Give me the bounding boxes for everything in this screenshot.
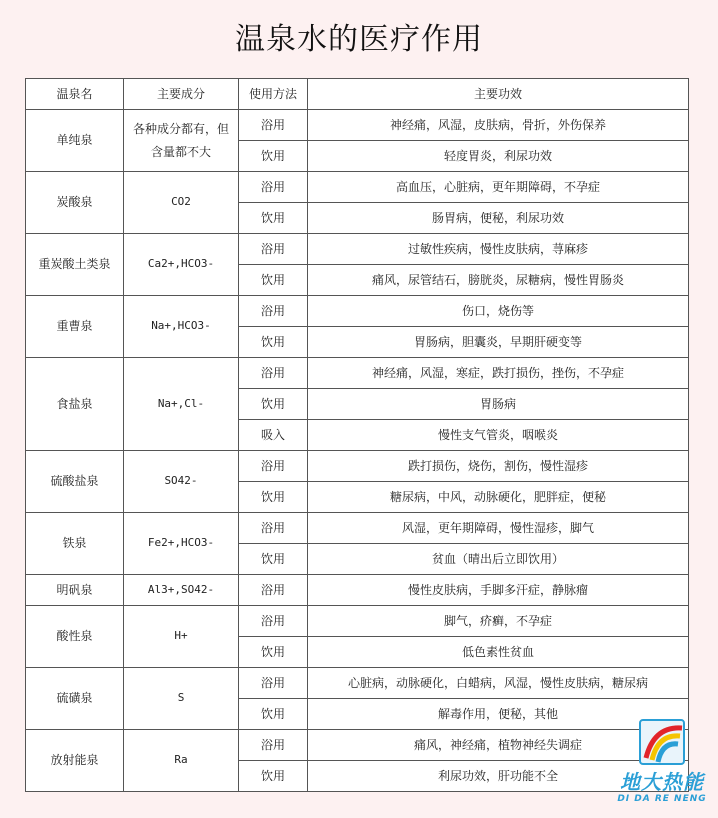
spring-name-cell: 放射能泉 xyxy=(26,730,124,792)
effect-cell: 慢性支气管炎，咽喉炎 xyxy=(308,420,689,451)
header-main-effect: 主要功效 xyxy=(308,79,689,110)
spring-name-cell: 炭酸泉 xyxy=(26,172,124,234)
effect-cell: 跌打损伤，烧伤，割伤，慢性湿疹 xyxy=(308,451,689,482)
usage-method-cell: 饮用 xyxy=(239,544,308,575)
spring-name-cell: 食盐泉 xyxy=(26,358,124,451)
usage-method-cell: 饮用 xyxy=(239,761,308,792)
usage-method-cell: 浴用 xyxy=(239,451,308,482)
component-cell: Ra xyxy=(124,730,239,792)
component-cell: CO2 xyxy=(124,172,239,234)
table-row xyxy=(26,172,689,203)
usage-method-cell: 饮用 xyxy=(239,203,308,234)
effect-cell: 神经痛，风湿，皮肤病，骨折，外伤保养 xyxy=(308,110,689,141)
usage-method-cell: 吸入 xyxy=(239,420,308,451)
usage-method-cell: 浴用 xyxy=(239,668,308,699)
usage-method-cell: 浴用 xyxy=(239,513,308,544)
usage-method-cell: 浴用 xyxy=(239,575,308,606)
effect-cell: 过敏性疾病，慢性皮肤病，荨麻疹 xyxy=(308,234,689,265)
table-row xyxy=(26,234,689,265)
component-cell: 各种成分都有，但含量都不大 xyxy=(124,110,239,172)
effect-cell: 贫血（晴出后立即饮用） xyxy=(308,544,689,575)
usage-method-cell: 浴用 xyxy=(239,172,308,203)
usage-method-cell: 饮用 xyxy=(239,699,308,730)
usage-method-cell: 饮用 xyxy=(239,637,308,668)
brand-logo-text: 地大热能 xyxy=(620,770,704,794)
effect-cell: 高血压，心脏病，更年期障碍，不孕症 xyxy=(308,172,689,203)
header-main-component: 主要成分 xyxy=(124,79,239,110)
effect-cell: 肠胃病，便秘，利尿功效 xyxy=(308,203,689,234)
spring-name-cell: 硫磺泉 xyxy=(26,668,124,730)
effect-cell: 慢性皮肤病，手脚多汗症，静脉瘤 xyxy=(308,575,689,606)
table-header-row xyxy=(26,79,689,110)
component-cell: Al3+,SO42- xyxy=(124,575,239,606)
effect-cell: 脚气，疥癣，不孕症 xyxy=(308,606,689,637)
effect-cell: 轻度胃炎，利尿功效 xyxy=(308,141,689,172)
usage-method-cell: 浴用 xyxy=(239,358,308,389)
effect-cell: 心脏病，动脉硬化，白蜡病，风湿，慢性皮肤病，糖尿病 xyxy=(308,668,689,699)
spring-name-cell: 重炭酸土类泉 xyxy=(26,234,124,296)
spring-name-cell: 重曹泉 xyxy=(26,296,124,358)
usage-method-cell: 饮用 xyxy=(239,141,308,172)
usage-method-cell: 饮用 xyxy=(239,327,308,358)
table-row xyxy=(26,451,689,482)
usage-method-cell: 浴用 xyxy=(239,110,308,141)
usage-method-cell: 饮用 xyxy=(239,265,308,296)
effect-cell: 胃肠病 xyxy=(308,389,689,420)
table-row xyxy=(26,606,689,637)
effect-cell: 胃肠病，胆囊炎，早期肝硬变等 xyxy=(308,327,689,358)
table-row xyxy=(26,358,689,389)
usage-method-cell: 浴用 xyxy=(239,730,308,761)
table-row xyxy=(26,730,689,761)
spring-name-cell: 单纯泉 xyxy=(26,110,124,172)
effect-cell: 伤口，烧伤等 xyxy=(308,296,689,327)
table-row xyxy=(26,575,689,606)
component-cell: SO42- xyxy=(124,451,239,513)
page-title: 温泉水的医疗作用 xyxy=(235,22,483,57)
component-cell: H+ xyxy=(124,606,239,668)
effect-cell: 糖尿病，中风，动脉硬化，肥胖症，便秘 xyxy=(308,482,689,513)
table-row xyxy=(26,110,689,141)
spring-name-cell: 酸性泉 xyxy=(26,606,124,668)
effect-cell: 利尿功效，肝功能不全 xyxy=(308,761,689,792)
component-cell: Ca2+,HCO3- xyxy=(124,234,239,296)
effect-cell: 痛风，尿管结石，膀胱炎，尿糖病，慢性胃肠炎 xyxy=(308,265,689,296)
component-cell: Na+,HCO3- xyxy=(124,296,239,358)
component-cell: Na+,Cl- xyxy=(124,358,239,451)
brand-logo-subtext: DI DA RE NENG xyxy=(617,794,707,804)
effect-cell: 解毒作用，便秘，其他 xyxy=(308,699,689,730)
component-cell: S xyxy=(124,668,239,730)
effect-cell: 风湿，更年期障碍，慢性湿疹，脚气 xyxy=(308,513,689,544)
usage-method-cell: 饮用 xyxy=(239,482,308,513)
usage-method-cell: 浴用 xyxy=(239,234,308,265)
brand-logo xyxy=(612,718,712,814)
component-cell: Fe2+,HCO3- xyxy=(124,513,239,575)
effect-cell: 痛风，神经痛，植物神经失调症 xyxy=(308,730,689,761)
spring-name-cell: 明矾泉 xyxy=(26,575,124,606)
rainbow-logo-icon xyxy=(612,718,712,768)
usage-method-cell: 浴用 xyxy=(239,296,308,327)
effect-cell: 神经痛，风湿，寒症，跌打损伤，挫伤，不孕症 xyxy=(308,358,689,389)
header-usage-method: 使用方法 xyxy=(239,79,308,110)
usage-method-cell: 浴用 xyxy=(239,606,308,637)
table-row xyxy=(26,296,689,327)
table-row xyxy=(26,668,689,699)
spring-name-cell: 硫酸盐泉 xyxy=(26,451,124,513)
spring-table xyxy=(25,78,689,792)
header-spring-name: 温泉名 xyxy=(26,79,124,110)
spring-name-cell: 铁泉 xyxy=(26,513,124,575)
table-row xyxy=(26,513,689,544)
effect-cell: 低色素性贫血 xyxy=(308,637,689,668)
usage-method-cell: 饮用 xyxy=(239,389,308,420)
